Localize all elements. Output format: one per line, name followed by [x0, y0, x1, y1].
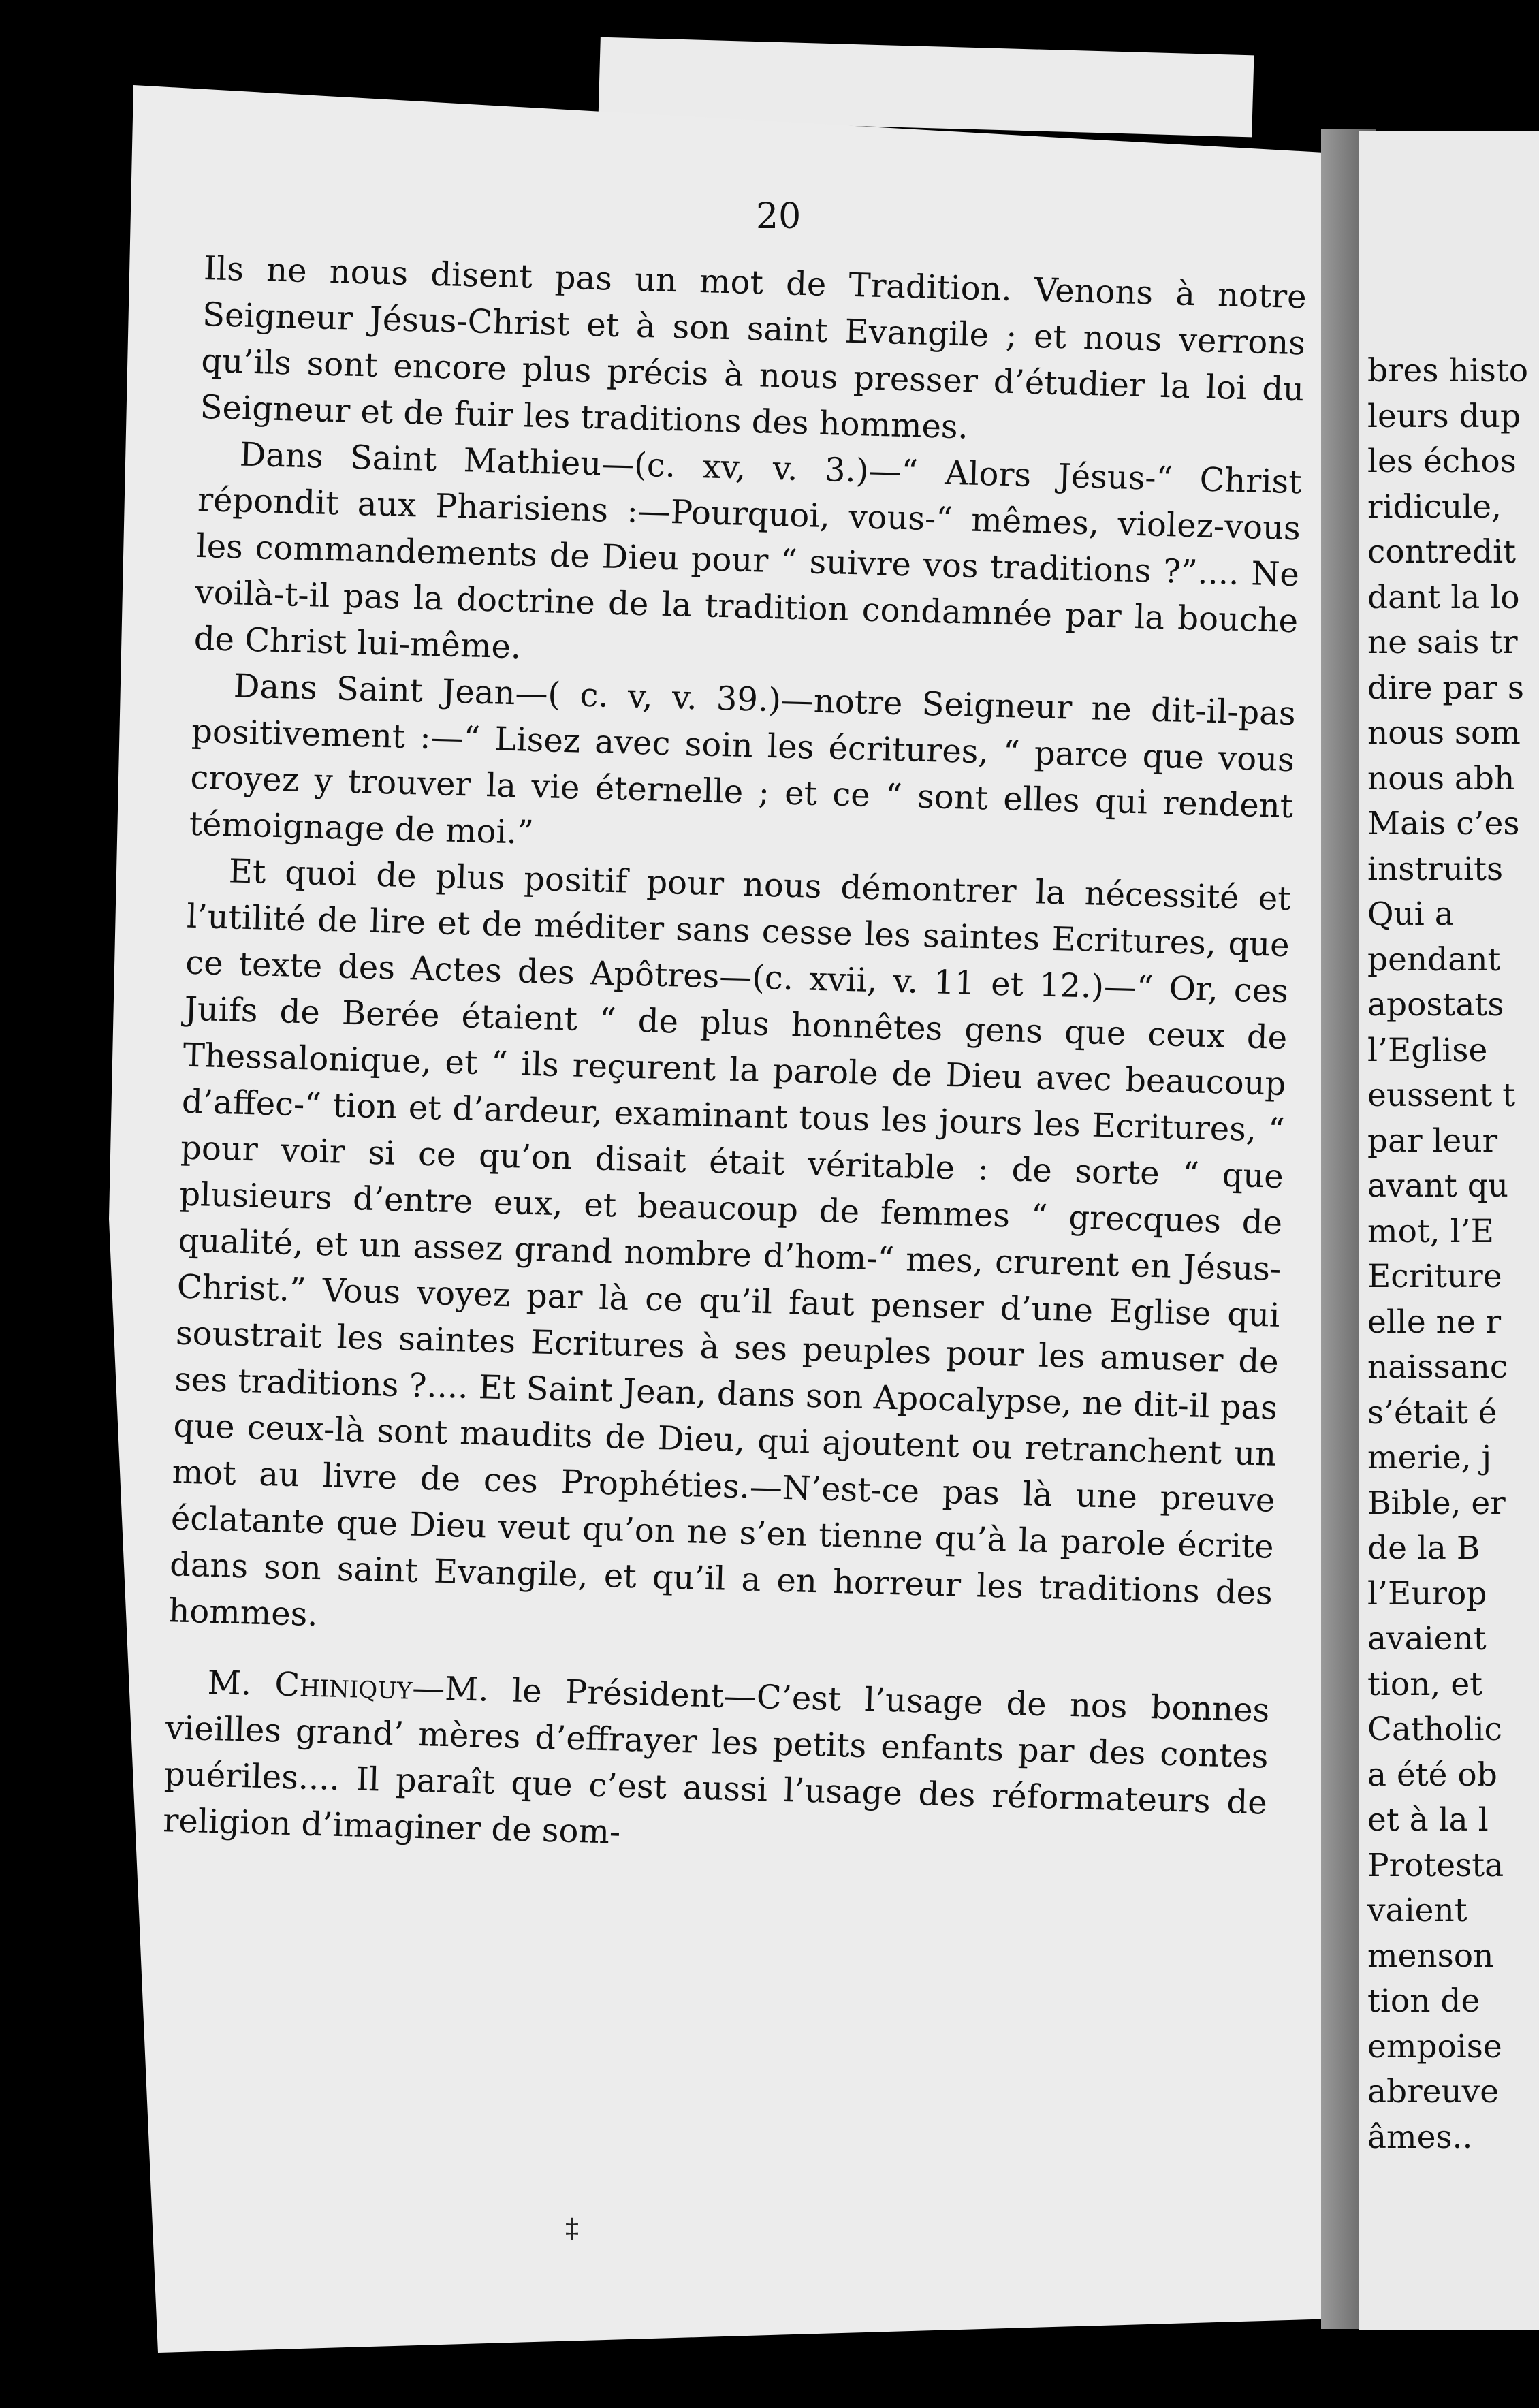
facing-page-line: ne sais tr	[1367, 624, 1518, 661]
facing-page-line: dant la lo	[1367, 578, 1520, 616]
facing-page-line: merie, j	[1367, 1439, 1492, 1476]
facing-page-line: empoise	[1367, 2027, 1502, 2065]
facing-page-line: Bible, er	[1367, 1484, 1506, 1522]
facing-page-line: contredit	[1367, 533, 1517, 571]
paragraph: Ils ne nous disent pas un mot de Tradition. Venons à notre Seigneur Jésus-Christ et à son saint Evangile ; et nous verrons qu’ils sont encore plus précis à nous presser d’étudier la loi du Seigneur et de fuir les traditions des hommes.	[200, 249, 1307, 447]
facing-page-line: Protesta	[1367, 1846, 1504, 1884]
facing-page-line: instruits	[1367, 850, 1504, 888]
facing-page-line: de la B	[1367, 1530, 1480, 1567]
page-number: 20	[756, 196, 802, 237]
facing-page-line: avaient	[1367, 1620, 1487, 1658]
facing-page-line: elle ne r	[1367, 1303, 1502, 1341]
facing-page-line: nous som	[1367, 714, 1521, 752]
facing-page-line: bres histo	[1367, 352, 1529, 390]
facing-page-line: et à la l	[1367, 1801, 1489, 1839]
facing-page-line: s’était é	[1367, 1393, 1497, 1431]
facing-page-line: mot, l’E	[1367, 1212, 1494, 1250]
facing-page-line: l’Europ	[1367, 1574, 1487, 1613]
facing-page-text	[1367, 349, 1528, 2160]
speech-text: —M. le Président—C’est l’usage de nos bonnes vieilles grand’ mères d’effrayer les petits enfants par des contes puériles.... Il paraît que c’est aussi l’usage des réformateurs de religion d’imaginer de som-	[162, 1668, 1270, 1852]
facing-page-line: apostats	[1367, 986, 1504, 1024]
paragraph: Dans Saint Mathieu—(c. xv, v. 3.)—“ Alors Jésus-“ Christ répondit aux Pharisiens :—Pourquoi, vous-“ mêmes, violez-vous les commandements de Dieu pour “ suivre vos traditions ?”.... Ne voilà-t-il pas la doctrine de la tradition condamnée par la bouche de Christ lui-même.	[193, 435, 1303, 667]
facing-page-line: abreuve	[1367, 2073, 1500, 2110]
facing-page-line: les échos	[1367, 443, 1517, 480]
facing-page-line: a été ob	[1367, 1756, 1497, 1794]
facing-page-line: avant qu	[1367, 1167, 1509, 1205]
speaker-name: M. Chiniquy	[207, 1663, 413, 1707]
facing-page-line: Catholic	[1367, 1711, 1502, 1748]
ink-mark: ‡	[565, 2213, 579, 2245]
paragraph	[163, 1658, 1271, 1872]
facing-page-line: menson	[1367, 1937, 1494, 1975]
facing-page-line: tion, et	[1367, 1665, 1483, 1703]
facing-page-line: nous abh	[1367, 759, 1515, 797]
facing-page-line: Mais c’es	[1367, 805, 1520, 842]
facing-page-line: eussent t	[1367, 1077, 1516, 1114]
paragraph: Dans Saint Jean—( c. v, v. 39.)—notre Seigneur ne dit-il-pas positivement :—“ Lisez avec soin les écritures, “ parce que vous croyez y trouver la vie éternelle ; et ce “ sont elles qui rendent témoignage de moi.”	[189, 667, 1297, 852]
facing-page-line: dire par s	[1367, 669, 1524, 707]
facing-page-line: naissanc	[1367, 1348, 1508, 1386]
facing-page-line: âmes..	[1367, 2118, 1473, 2156]
facing-page-line: Qui a	[1367, 896, 1454, 933]
facing-page-line: Ecriture	[1367, 1258, 1502, 1295]
facing-page-line: vaient	[1367, 1892, 1467, 1929]
paragraph: Et quoi de plus positif pour nous démontrer la nécessité et l’utilité de lire et de méditer sans cesse les saintes Ecritures, que ce texte des Actes des Apôtres—(c. xvii, v. 11 et 12.)—“ Or, ces Juifs de Berée étaient “ de plus honnêtes gens que ceux de Thessalonique, et “ ils reçurent la parole de Dieu avec beaucoup d’affec-“ tion et d’ardeur, examinant tous les jours les Ecritures, “ pour voir si ce qu’on disait était véritable : de sorte “ que plusieurs d’entre eux, et beaucoup de femmes “ grecques de qualité, et un assez grand nombre d’hom-“ mes, crurent en Jésus-Christ.” Vous voyez par là ce qu’il faut penser d’une Eglise qui soustrait les saintes Ecritures à ses peuples pour les amuser de ses traditions ?.... Et Saint Jean, dans son Apocalypse, ne dit-il pas que ceux-là sont maudits de Dieu, qui ajoutent ou retranchent un mot au livre de ces Prophéties.—N’est-ce pas là une preuve éclatante que Dieu veut qu’on ne s’en tienne qu’à la parole écrite dans son saint Evangile, et qu’il a en horreur les traditions des hommes.	[168, 852, 1292, 1634]
facing-page-line: l’Eglise	[1367, 1031, 1488, 1069]
facing-page-line: ridicule,	[1367, 488, 1502, 526]
facing-page-line: leurs dup	[1367, 397, 1521, 435]
facing-page-line: par leur	[1367, 1122, 1498, 1160]
page-text	[163, 245, 1307, 1873]
facing-page-line: tion de	[1367, 1982, 1480, 2020]
facing-page-line: pendant	[1367, 940, 1501, 979]
